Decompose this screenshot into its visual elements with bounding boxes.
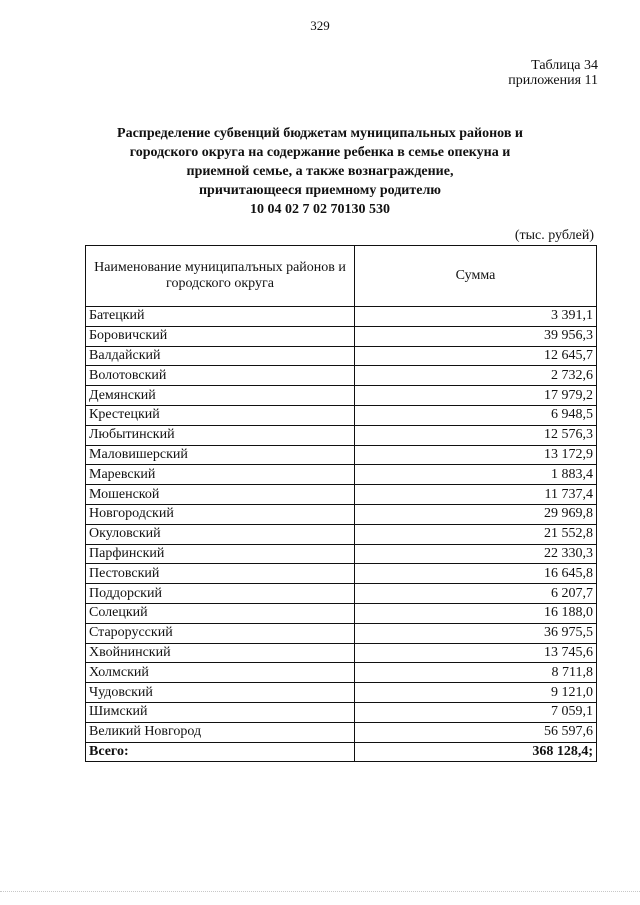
table-row	[86, 663, 597, 683]
table-row	[86, 307, 597, 327]
table-row	[86, 326, 597, 346]
district-amount: 17 979,2	[355, 386, 597, 406]
district-name: Батецкий	[86, 307, 355, 327]
table-number: Таблица 34	[531, 58, 598, 73]
table-row	[86, 366, 597, 386]
appendix-number: приложения 11	[508, 73, 598, 88]
district-amount: 16 645,8	[355, 564, 597, 584]
district-amount: 1 883,4	[355, 465, 597, 485]
table-reference	[508, 58, 598, 88]
table-row	[86, 702, 597, 722]
table-row	[86, 643, 597, 663]
document-title	[80, 124, 560, 219]
table-row	[86, 485, 597, 505]
district-amount: 13 172,9	[355, 445, 597, 465]
district-name: Пестовский	[86, 564, 355, 584]
district-amount: 9 121,0	[355, 683, 597, 703]
district-name: Парфинский	[86, 544, 355, 564]
table-row	[86, 544, 597, 564]
table-row	[86, 504, 597, 524]
district-amount: 3 391,1	[355, 307, 597, 327]
district-name: Новгородский	[86, 504, 355, 524]
district-amount: 6 948,5	[355, 405, 597, 425]
district-name: Солецкий	[86, 603, 355, 623]
title-line: городского округа на содержание ребенка в семье опекуна и	[129, 145, 511, 160]
district-name: Любытинский	[86, 425, 355, 445]
district-name: Чудовский	[86, 683, 355, 703]
district-amount: 11 737,4	[355, 485, 597, 505]
table-row	[86, 386, 597, 406]
table-row	[86, 722, 597, 742]
total-label: Всего:	[86, 742, 355, 762]
table-row	[86, 683, 597, 703]
column-header-sum: Сумма	[355, 246, 597, 307]
table-row	[86, 405, 597, 425]
table-row	[86, 346, 597, 366]
district-amount: 12 645,7	[355, 346, 597, 366]
table-row	[86, 425, 597, 445]
district-amount: 12 576,3	[355, 425, 597, 445]
distribution-table	[85, 245, 597, 762]
district-name: Волотовский	[86, 366, 355, 386]
district-name: Крестецкий	[86, 405, 355, 425]
table-row	[86, 623, 597, 643]
district-amount: 6 207,7	[355, 584, 597, 604]
district-name: Шимский	[86, 702, 355, 722]
units-label: (тыс. рублей)	[514, 228, 594, 243]
title-line: Распределение субвенций бюджетам муниципальных районов и	[117, 126, 523, 141]
district-name: Демянский	[86, 386, 355, 406]
district-name: Мошенской	[86, 485, 355, 505]
table-row	[86, 445, 597, 465]
district-amount: 16 188,0	[355, 603, 597, 623]
district-amount: 36 975,5	[355, 623, 597, 643]
district-name: Боровичский	[86, 326, 355, 346]
district-amount: 29 969,8	[355, 504, 597, 524]
district-name: Поддорский	[86, 584, 355, 604]
district-amount: 2 732,6	[355, 366, 597, 386]
table-header-row	[86, 246, 597, 307]
district-name: Окуловский	[86, 524, 355, 544]
district-name: Маревский	[86, 465, 355, 485]
district-name: Хвойнинский	[86, 643, 355, 663]
district-name: Старорусский	[86, 623, 355, 643]
table-row	[86, 564, 597, 584]
district-amount: 39 956,3	[355, 326, 597, 346]
district-amount: 56 597,6	[355, 722, 597, 742]
table-row	[86, 603, 597, 623]
district-amount: 13 745,6	[355, 643, 597, 663]
table-row	[86, 584, 597, 604]
district-amount: 21 552,8	[355, 524, 597, 544]
total-value: 368 128,4;	[355, 742, 597, 762]
title-line: причитающееся приемному родителю	[198, 183, 441, 198]
district-name: Маловишерский	[86, 445, 355, 465]
district-amount: 8 711,8	[355, 663, 597, 683]
district-amount: 22 330,3	[355, 544, 597, 564]
budget-code: 10 04 02 7 02 70130 530	[250, 202, 390, 217]
district-name: Великий Новгород	[86, 722, 355, 742]
table-body	[86, 307, 597, 743]
district-name: Холмский	[86, 663, 355, 683]
district-name: Валдайский	[86, 346, 355, 366]
table-row	[86, 465, 597, 485]
district-amount: 7 059,1	[355, 702, 597, 722]
total-row	[86, 742, 597, 762]
scan-edge-divider	[0, 891, 640, 893]
table-row	[86, 524, 597, 544]
title-line: приемной семье, а также вознаграждение,	[186, 164, 454, 179]
column-header-name: Наименование муниципалъных районов и городского округа	[86, 246, 355, 307]
page-number: 329	[310, 18, 330, 33]
